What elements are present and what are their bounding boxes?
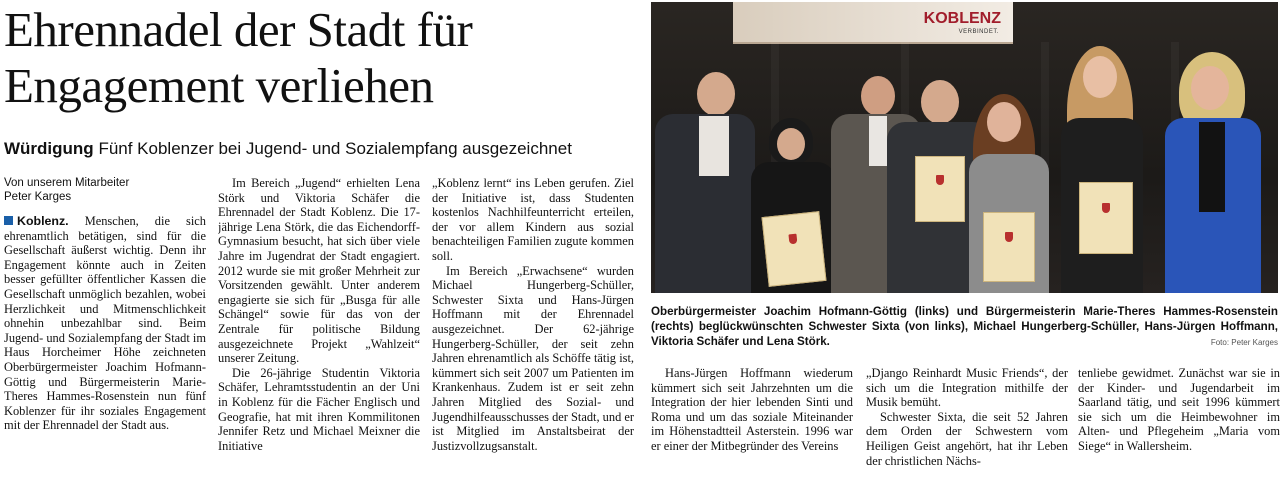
subheadline [4,138,644,160]
certificate-icon [1079,182,1133,254]
column-5-paragraph-2: Schwester Sixta, die seit 52 Jahren dem Orden der Schwestern vom Heiligen Geist angehört, hat ihr Leben der christlichen Nächs- [866,409,1068,468]
banner-tagline: VERBINDET. [958,29,999,35]
certificate-icon [983,212,1035,282]
dateline-square-icon [4,216,13,225]
headline-line-2: Engagement verliehen [4,58,434,113]
article-column-1 [4,176,206,476]
photo-credit: Foto: Peter Karges [1210,338,1278,347]
column-2-paragraph-2: Die 26-jährige Studentin Viktoria Schäfer, Lehramtsstudentin an der Uni in Koblenz für die Fächer Englisch und Geografie, hat mit ihren Kommilitonen Jennifer Retz und Michael Meixner die Initiative [218,365,420,453]
column-3-paragraph-2: Im Bereich „Erwachsene“ wurden Michael Hungerberg-Schüller, Schwester Sixta und Hans-Jürgen Hoffmann mit der Ehrennadel ausgezeichnet. Der 62-jährige Hungerberg-Schüller, der seit zehn Jahren ehrenamtlich als Schöffe tätig ist, kümmert sich seit 2007 um Patienten im Krankenhaus. Zudem ist er seit zehn Jahren Mitglied des Sozial- und Jugendhilfeausschusses der Stadt, und er ist Mitglied im Anstaltsbeirat der Justizvollzugsanstalt. [432,263,634,453]
column-1-text [4,214,206,433]
headline-line-1: Ehrennadel der Stadt für [4,2,473,57]
banner-brand: KOBLENZ [923,10,1001,27]
article-column-2 [218,176,420,476]
article-column-6 [1078,366,1280,478]
byline-author: Peter Karges [4,191,72,203]
article-column-5 [866,366,1068,478]
certificate-icon [762,211,827,287]
column-5-paragraph-1: „Django Reinhardt Music Friends“, der sich um die Integration mithilfe der Musik bemüht. [866,366,1068,410]
article-column-3 [432,176,634,476]
koblenz-banner [733,2,1013,44]
kicker: Würdigung [4,139,94,158]
column-6-text: tenliebe gewidmet. Zunächst war sie in der Kinder- und Jugendarbeit im Saarland tätig, und seit 1996 kümmert sie sich um die Heimbewohner im Alten- und Pflegeheim „Maria vom Siege“ in Wallersheim. [1078,366,1280,453]
article-column-4 [651,366,853,478]
column-2-paragraph-1: Im Bereich „Jugend“ erhielten Lena Störk und Viktoria Schäfer die Ehrennadel der Stadt Koblenz. Die 17-jährige Lena Störk, die das Eichendorff-Gymnasium besucht, hat sich über viele Jahre im Jugendrat der Stadt engagiert. 2012 wurde sie mit großer Mehrheit zur Vorsitzenden gewählt. Unter anderem engagierte sie sich für „Busga für alle Schängel“ sowie für das von der Zentrale für politische Bildung ausgezeichnete Projekt „Wahlzeit“ unserer Zeitung. [218,176,420,366]
column-1-body: Menschen, die sich ehrenamtlich betätigen, sind für die Gesellschaft äußerst wichtig. Denn ihr Engagement könnte auch in Zeiten besser gefüllter öffentlicher Kassen die Gesellschaft unmöglich bezahlen, wobei Herzlichkeit und Mitmenschlichkeit ohnehin unbezahlbar sind. Beim Jugend- und Sozialempfang der Stadt im Haus Horcheimer Höhe zeichneten Oberbürgermeister Joachim Hofmann-Göttig und Bürgermeisterin Marie-Theres Hammes-Rosenstein nun fünf Koblenzer für ihr soziales Engagement mit der Ehrennadel der Stadt aus. [4,214,206,433]
byline-role: Von unserem Mitarbeiter [4,177,130,189]
subtitle: Fünf Koblenzer bei Jugend- und Sozialempfang ausgezeichnet [98,139,572,158]
photo-caption: Oberbürgermeister Joachim Hofmann-Göttig (links) und Bürgermeisterin Marie-Theres Hammes-Rosenstein (rechts) beglückwünschten Schwester Sixta (von links), Michael Hungerberg-Schüller, Hans-Jürgen Hoffmann, Viktoria Schäfer und Lena Störk. [651,305,1278,348]
headline [4,2,644,114]
column-3-paragraph-1: „Koblenz lernt“ ins Leben gerufen. Ziel der Initiative ist, dass Studenten kostenlos Nachhilfeunterricht erteilen, der vor allem Kindern aus sozial benachteiligen Familien zugute kommen soll. [432,176,634,263]
award-photo [651,2,1278,293]
byline [4,176,206,204]
column-4-text: Hans-Jürgen Hoffmann wiederum kümmert sich seit Jahrzehnten um die Integration der hier lebenden Sinti und Roma und um das soziale Miteinander im Höhenstadtteil Asterstein. 1996 war er einer der Mitbegründer des Vereins [651,366,853,453]
dateline: Koblenz. [17,214,69,228]
certificate-icon [915,156,965,222]
